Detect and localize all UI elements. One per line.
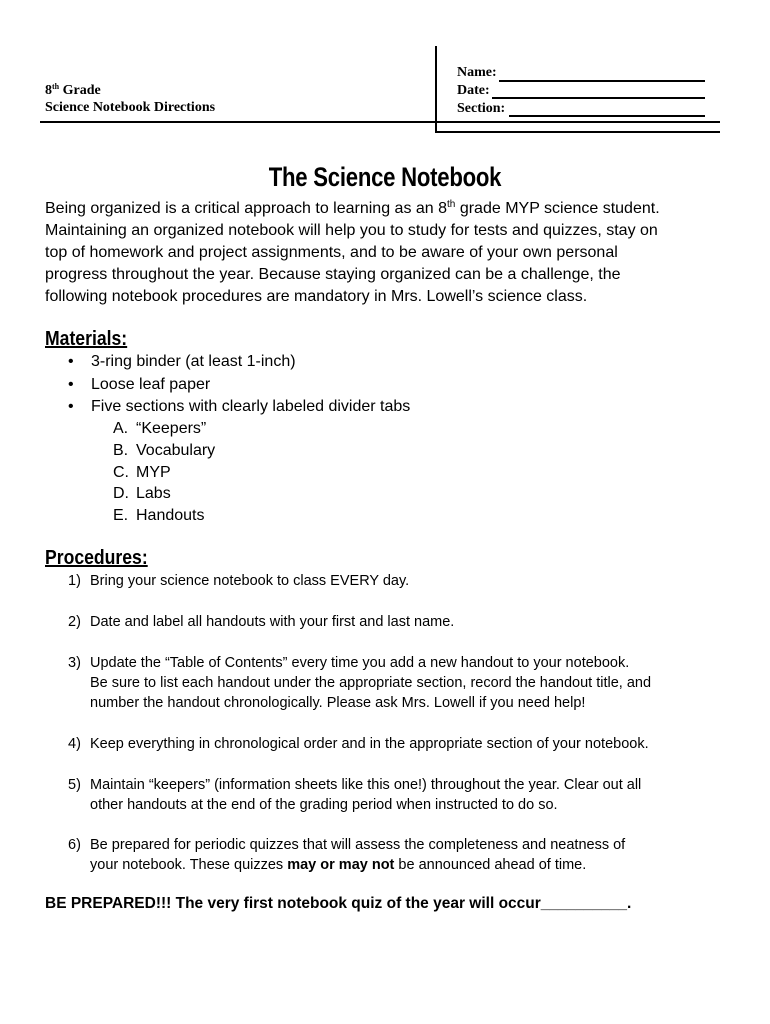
procedure-item: 4) Keep everything in chronological order and in the appropriate section of your notebook. [68,736,649,752]
name-field-line[interactable] [499,80,705,82]
list-item: • Loose leaf paper [68,376,211,393]
procedure-item: 6) Be prepared for periodic quizzes that will assess the completeness and neatness of your notebook. These quizzes may or may not be announced ahead of time. [68,837,626,873]
header-divider-vertical [435,46,437,132]
header-divider-bottom [435,131,720,133]
name-field[interactable] [457,65,497,81]
header-divider-top [40,121,720,123]
procedure-item: 3) Update the “Table of Contents” every time you add a new handout to your notebook. Be sure to list each handout under the appropriate section, record the handout title, and number the handout chronologically. Please ask Mrs. Lowell if you need help! [68,655,652,711]
date-field-label: Date: [457,83,490,98]
date-field-line[interactable] [492,97,705,99]
name-field-label: Name: [457,65,497,80]
divider-tab-item: C. MYP [113,464,171,481]
procedure-item: 2) Date and label all handouts with your first and last name. [68,614,455,630]
final-note: BE PREPARED!!! The very first notebook quiz of the year will occur__________. [45,895,632,912]
procedure-item: 5) Maintain “keepers” (information sheets like this one!) throughout the year. Clear out all other handouts at the end of the grading period when instructed to do so. [68,777,642,813]
divider-tab-item: A. “Keepers” [113,420,207,437]
procedure-item: 1) Bring your science notebook to class EVERY day. [68,573,410,589]
divider-tab-item: B. Vocabulary [113,442,216,459]
grade-label: 8th Grade Science Notebook Directions [45,82,216,115]
worksheet-subtitle: Science Notebook Directions [45,100,216,115]
section-field[interactable] [457,101,505,117]
list-item: • 3-ring binder (at least 1-inch) [68,353,296,370]
page-title: The Science Notebook [268,162,502,192]
section-field-label: Section: [457,101,506,116]
list-item: • Five sections with clearly labeled divider tabs [68,398,411,415]
divider-tab-item: E. Handouts [113,507,205,524]
date-field[interactable] [457,83,490,99]
procedures-heading: Procedures: [45,547,148,569]
section-field-line[interactable] [509,115,705,117]
divider-tab-item: D. Labs [113,485,171,502]
emphasis-text: may or may not [287,857,395,873]
intro-paragraph: Being organized is a critical approach to learning as an 8th grade MYP science student. Maintaining an organized notebook will help you to study for tests and quizzes, stay on top of homework and project assignments, and to be aware of your own personal progress throughout the year. Because staying organized can be a challenge, the following notebook procedures are mandatory in Mrs. Lowell’s science class. [45,199,660,305]
materials-heading: Materials: [45,328,128,350]
